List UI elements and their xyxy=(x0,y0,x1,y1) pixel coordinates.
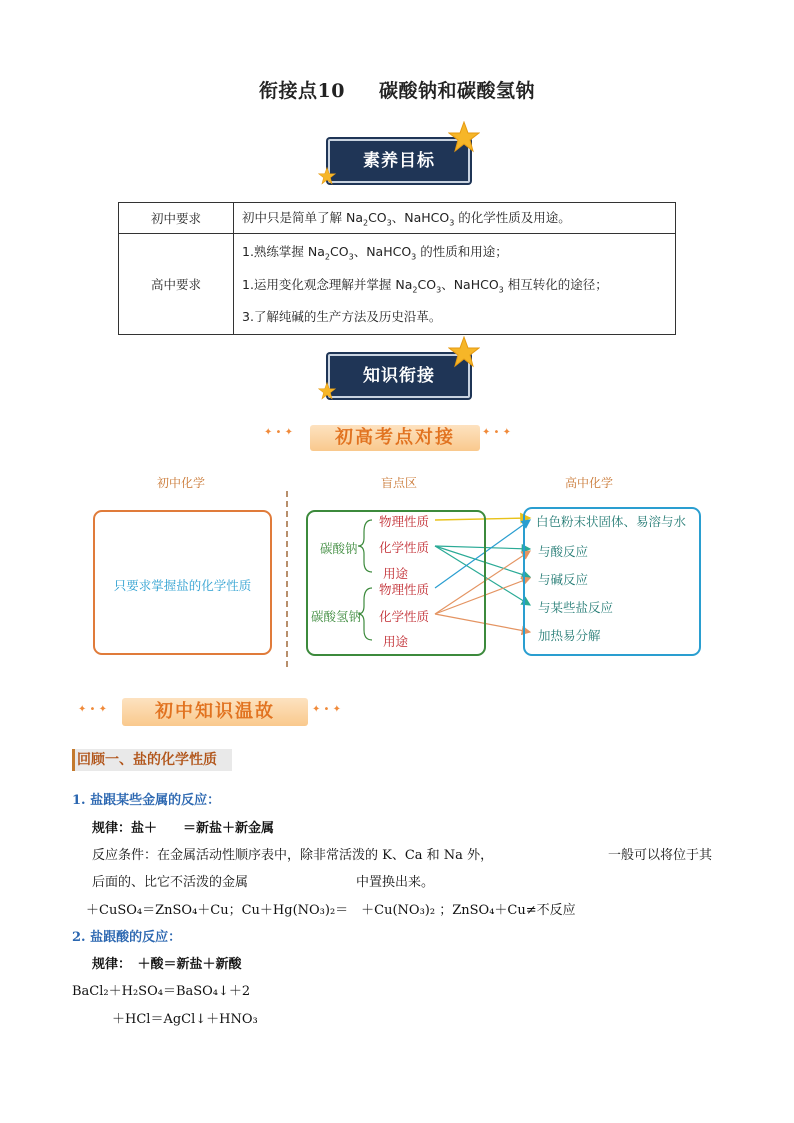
senior-item-acid: 与酸反应 xyxy=(538,544,589,559)
rule-acid: 规律： ＋酸＝新盐＋新酸 xyxy=(92,957,242,972)
sc-prop-use: 用途 xyxy=(383,566,409,581)
condition-text-d: 中置换出来。 xyxy=(356,875,435,890)
sc-prop-physical: 物理性质 xyxy=(379,514,430,529)
label-sodium-carbonate: 碳酸钠 xyxy=(320,541,358,556)
review-header: 回顾一、盐的化学性质 xyxy=(72,749,232,771)
equation-metal: ＋CuSO₄＝ZnSO₄＋Cu；Cu＋Hg(NO₃)₂＝ ＋Cu(NO₃)₂ ；ZnSO₄＋Cu≠不反应 xyxy=(86,903,576,918)
label-sodium-bicarbonate: 碳酸氢钠 xyxy=(311,609,362,624)
ribbon-junior-senior-label: 初高考点对接 xyxy=(310,425,480,451)
goal-sub: 2 xyxy=(324,252,331,262)
col-header-junior: 初中化学 xyxy=(157,476,206,490)
senior-item-salt: 与某些盐反应 xyxy=(538,600,614,615)
goal-sub: 3 xyxy=(386,218,392,228)
equation-acid-1: BaCl₂＋H₂SO₄＝BaSO₄↓＋2 xyxy=(72,984,251,999)
banner-literacy-goals-label: 素养目标 xyxy=(328,139,470,183)
goal-sub: 3 xyxy=(436,285,442,294)
ribbon-junior-review-label: 初中知识温故 xyxy=(122,698,308,726)
banner-knowledge-link-label: 知识衔接 xyxy=(328,354,470,398)
goal-text: CO xyxy=(330,244,349,259)
title-part1: 衔接点10 xyxy=(259,80,345,102)
goal-text: 初中只是简单了解 Na xyxy=(242,210,363,226)
sb-prop-physical: 物理性质 xyxy=(379,582,430,597)
goal-text: CO xyxy=(368,210,387,226)
sparkle-icon: ✦ • ✦ xyxy=(312,704,342,715)
goal-sub: 3 xyxy=(348,252,354,262)
sparkle-icon: ✦ • ✦ xyxy=(264,427,294,438)
goal-line: 3.了解纯碱的生产方法及历史沿革。 xyxy=(242,309,442,324)
goal-text: 、NaHCO xyxy=(441,276,499,292)
senior-item-white-powder: 白色粉末状固体、易溶与水 xyxy=(536,514,687,529)
goal-text: 的化学性质及用途。 xyxy=(454,210,571,226)
sparkle-icon: ✦ • ✦ xyxy=(78,704,108,715)
junior-box xyxy=(93,510,272,655)
goal-text: 1.熟练掌握 Na xyxy=(242,244,325,259)
junior-box-text: 只要求掌握盐的化学性质 xyxy=(113,578,252,593)
goal-text: 、NaHCO xyxy=(391,210,450,226)
goal-text: 相互转化的途径； xyxy=(503,276,608,292)
goals-key-junior: 初中要求 xyxy=(119,203,234,234)
section-title-acid: 2. 盐跟酸的反应： xyxy=(72,930,182,945)
goal-sub: 2 xyxy=(362,218,369,228)
goal-text: 的性质和用途； xyxy=(416,244,508,259)
senior-item-base: 与碱反应 xyxy=(538,572,589,587)
goal-sub: 3 xyxy=(449,218,455,228)
col-header-blind: 盲点区 xyxy=(381,476,418,490)
ribbon-junior-review xyxy=(76,698,366,728)
goal-sub: 3 xyxy=(411,252,417,262)
senior-item-heat: 加热易分解 xyxy=(538,628,601,643)
sb-prop-use: 用途 xyxy=(383,634,409,649)
goal-text: 1.运用变化观念理解并掌握 Na xyxy=(242,276,413,292)
condition-text-c: 后面的、比它不活泼的金属 xyxy=(92,875,249,890)
title-part2: 碳酸钠和碳酸氢钠 xyxy=(378,80,535,102)
sb-prop-chemical: 化学性质 xyxy=(379,609,430,624)
goal-text: 、NaHCO xyxy=(353,244,412,259)
equation-acid-2: ＋HCl＝AgCl↓＋HNO₃ xyxy=(112,1012,258,1027)
rule-metal: 规律：盐＋ ＝新盐＋新金属 xyxy=(92,821,275,836)
goal-sub: 2 xyxy=(412,285,418,294)
condition-text-b: 一般可以将位于其 xyxy=(608,848,713,863)
goal-sub: 3 xyxy=(498,285,504,294)
condition-text-a: 反应条件：在金属活动性顺序表中，除非常活泼的 K、Ca 和 Na 外， xyxy=(92,848,494,863)
goals-key-senior: 高中要求 xyxy=(119,234,234,335)
goal-text: CO xyxy=(417,276,437,292)
sparkle-icon: ✦ • ✦ xyxy=(482,427,512,438)
section-title-metal: 1. 盐跟某些金属的反应： xyxy=(72,793,221,808)
sc-prop-chemical: 化学性质 xyxy=(379,540,430,555)
col-header-senior: 高中化学 xyxy=(565,476,614,490)
